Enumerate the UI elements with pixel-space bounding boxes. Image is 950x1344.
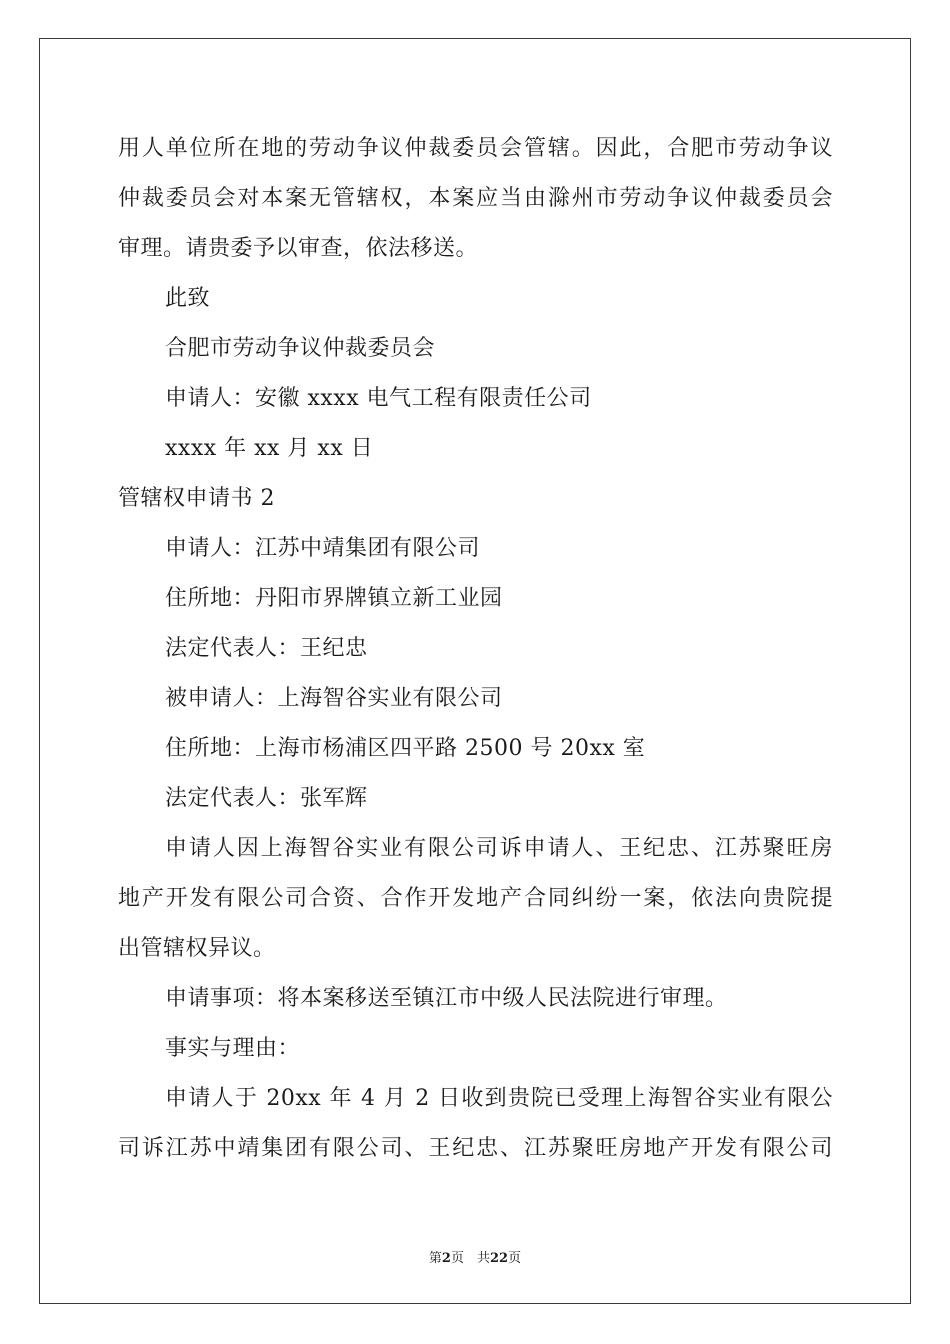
applicant-address: 住所地：丹阳市界牌镇立新工业园 (165, 586, 503, 611)
footer-prefix: 第 (428, 1251, 442, 1266)
paragraph-line: 出管辖权异议。 (118, 936, 276, 961)
recipient: 合肥市劳动争议仲裁委员会 (165, 336, 436, 361)
paragraph-line: 审理。请贵委予以审查，依法移送。 (118, 236, 479, 261)
applicant: 申请人：安徽 xxxx 电气工程有限责任公司 (165, 386, 592, 411)
paragraph-line: 仲裁委员会对本案无管辖权，本案应当由滁州市劳动争议仲裁委员会 (118, 186, 833, 211)
paragraph-line: 用人单位所在地的劳动争议仲裁委员会管辖。因此，合肥市劳动争议 (118, 136, 833, 161)
respondent-representative: 法定代表人：张军辉 (165, 786, 368, 811)
total-pages: 22 (489, 1251, 509, 1266)
applicant-representative: 法定代表人：王纪忠 (165, 636, 368, 661)
respondent-name: 被申请人：上海智谷实业有限公司 (165, 686, 503, 711)
page-footer (0, 1247, 950, 1266)
respondent-address: 住所地：上海市杨浦区四平路 2500 号 20xx 室 (165, 736, 646, 761)
salutation: 此致 (165, 286, 211, 311)
applicant-name: 申请人：江苏中靖集团有限公司 (165, 536, 481, 561)
paragraph-line: 申请人因上海智谷实业有限公司诉申请人、王纪忠、江苏聚旺房 (165, 836, 833, 861)
request-items: 申请事项：将本案移送至镇江市中级人民法院进行审理。 (165, 986, 728, 1011)
footer-mid: 页 共 (450, 1251, 490, 1266)
section-title: 管辖权申请书 2 (118, 486, 275, 511)
facts-heading: 事实与理由： (165, 1036, 301, 1061)
page-number: 2 (441, 1251, 451, 1266)
paragraph-line: 地产开发有限公司合资、合作开发地产合同纠纷一案，依法向贵院提 (118, 886, 833, 911)
footer-suffix: 页 (508, 1251, 522, 1266)
paragraph-line: 司诉江苏中靖集团有限公司、王纪忠、江苏聚旺房地产开发有限公司 (118, 1136, 833, 1161)
date: xxxx 年 xx 月 xx 日 (165, 436, 374, 461)
paragraph-line: 申请人于 20xx 年 4 月 2 日收到贵院已受理上海智谷实业有限公 (165, 1086, 833, 1111)
